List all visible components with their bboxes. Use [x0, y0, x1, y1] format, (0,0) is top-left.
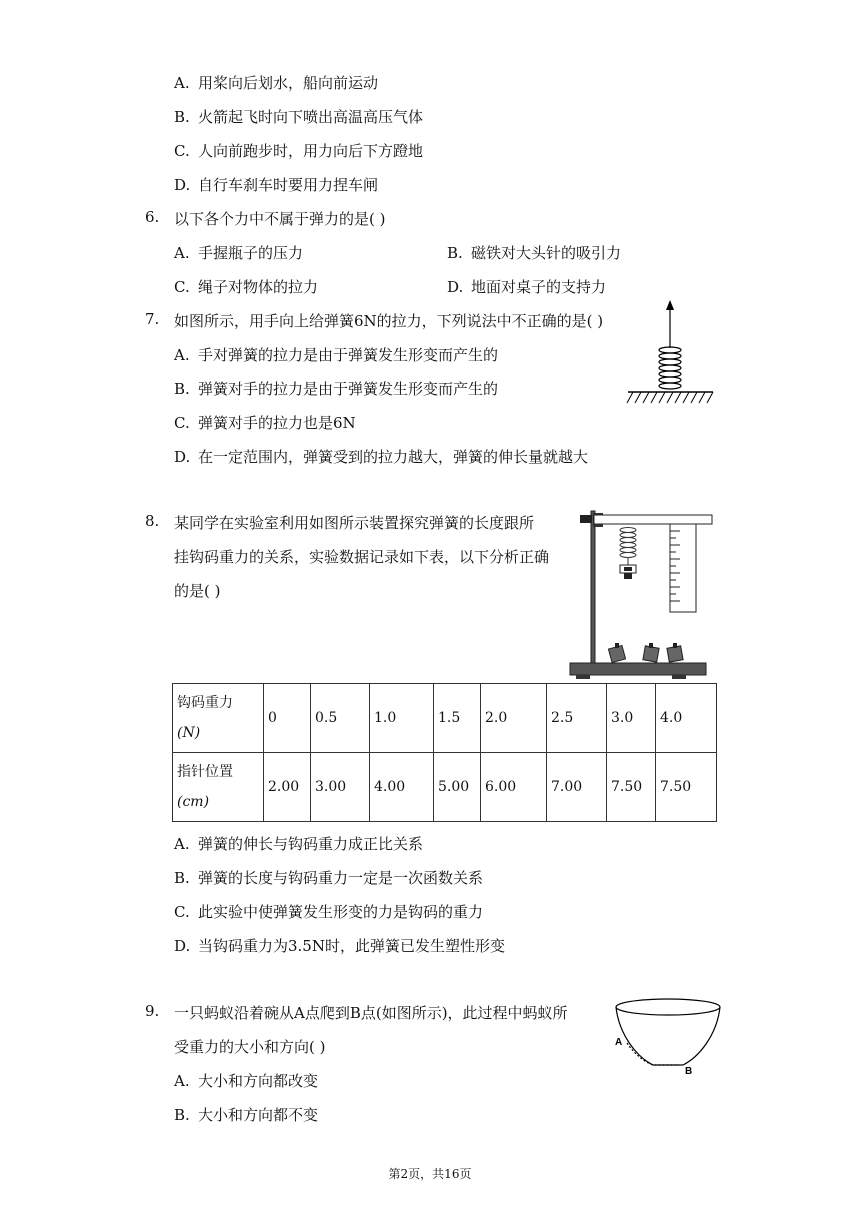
q8-stem-line-1: 某同学在实验室利用如图所示装置探究弹簧的长度跟所 [174, 514, 535, 532]
q7-option-a [174, 344, 498, 365]
q7-stem: 如图所示，用手向上给弹簧6N的拉力，下列说法中不正确的是( ) [174, 312, 604, 330]
question-number: 6. [145, 208, 160, 226]
table-cell: 2.00 [264, 753, 311, 822]
table-cell: 7.50 [656, 753, 717, 822]
bowl-figure [613, 995, 723, 1075]
table-header-cell [173, 684, 264, 753]
point-b-label: B [685, 1066, 693, 1075]
option-letter: C. [174, 142, 190, 160]
option-text: 火箭起飞时向下喷出高温高压气体 [198, 108, 424, 126]
option-letter: B. [174, 380, 190, 398]
q6-option-b [447, 242, 621, 263]
option-text: 弹簧的伸长与钩码重力成正比关系 [198, 835, 424, 853]
q5-option-a [174, 72, 378, 93]
option-text: 手握瓶子的压力 [198, 244, 304, 262]
option-text: 弹簧的长度与钩码重力一定是一次函数关系 [198, 869, 484, 887]
q6-stem: 以下各个力中不属于弹力的是( ) [174, 210, 386, 228]
option-text: 用桨向后划水，船向前运动 [198, 74, 379, 92]
table-cell: 7.50 [607, 753, 656, 822]
q9-option-a [174, 1070, 318, 1091]
option-letter: D. [174, 937, 191, 955]
page-footer: 第2页，共16页 [388, 1167, 472, 1181]
option-text: 弹簧对手的拉力是由于弹簧发生形变而产生的 [198, 380, 499, 398]
q8-option-b [174, 867, 483, 888]
option-letter: D. [447, 278, 464, 296]
q8-option-c [174, 901, 483, 922]
q6-option-c [174, 276, 318, 297]
question-number: 7. [145, 310, 160, 328]
table-cell: 4.00 [370, 753, 434, 822]
option-letter: A. [174, 346, 190, 364]
option-text: 地面对桌子的支持力 [471, 278, 607, 296]
q9-stem-line-2: 受重力的大小和方向( ) [174, 1038, 326, 1056]
option-text: 手对弹簧的拉力是由于弹簧发生形变而产生的 [198, 346, 499, 364]
question-number: 8. [145, 512, 160, 530]
table-cell: 5.00 [434, 753, 481, 822]
option-text: 绳子对物体的拉力 [198, 278, 319, 296]
option-text: 弹簧对手的拉力也是6N [198, 414, 356, 432]
option-text: 当钩码重力为3.5N时，此弹簧已发生塑性形变 [198, 937, 505, 955]
option-letter: B. [174, 869, 190, 887]
table-row [173, 753, 717, 822]
option-letter: D. [174, 448, 191, 466]
spring-stand-figure [566, 505, 716, 680]
q6-option-d [447, 276, 606, 297]
option-letter: D. [174, 176, 191, 194]
option-text: 人向前跑步时，用力向后下方蹬地 [198, 142, 424, 160]
q5-option-c [174, 140, 423, 161]
option-letter: A. [174, 74, 190, 92]
option-text: 自行车刹车时要用力捏车闸 [198, 176, 379, 194]
option-letter: B. [447, 244, 463, 262]
q8-stem-line-2: 挂钩码重力的关系，实验数据记录如下表，以下分析正确 [174, 548, 550, 566]
q7-option-c [174, 412, 356, 433]
spring-figure [625, 300, 715, 408]
option-letter: C. [174, 414, 190, 432]
table-cell: 4.0 [656, 684, 717, 753]
q9-stem-line-1: 一只蚂蚁沿着碗从A点爬到B点(如图所示)，此过程中蚂蚁所 [174, 1004, 568, 1022]
header-label: 指针位置 [177, 764, 233, 780]
point-a-label: A [615, 1037, 623, 1048]
option-letter: A. [174, 835, 190, 853]
q8-option-a [174, 833, 423, 854]
option-text: 磁铁对大头针的吸引力 [471, 244, 622, 262]
header-unit: (cm) [177, 794, 210, 810]
table-cell: 2.5 [547, 684, 607, 753]
option-text: 大小和方向都改变 [198, 1072, 319, 1090]
option-letter: C. [174, 903, 190, 921]
table-cell: 3.00 [311, 753, 370, 822]
question-number: 9. [145, 1002, 160, 1020]
q5-option-d [174, 174, 378, 195]
header-unit: (N) [177, 725, 201, 741]
q6-option-a [174, 242, 303, 263]
q8-stem-line-3: 的是( ) [174, 582, 221, 600]
q7-option-d [174, 446, 588, 467]
data-table [172, 683, 717, 822]
table-cell: 6.00 [481, 753, 547, 822]
q8-option-d [174, 935, 505, 956]
header-label: 钩码重力 [177, 695, 233, 711]
option-letter: A. [174, 1072, 190, 1090]
q9-option-b [174, 1104, 318, 1125]
table-cell: 0.5 [311, 684, 370, 753]
table-cell: 2.0 [481, 684, 547, 753]
option-letter: B. [174, 1106, 190, 1124]
option-text: 在一定范围内，弹簧受到的拉力越大，弹簧的伸长量就越大 [198, 448, 589, 466]
table-cell: 7.00 [547, 753, 607, 822]
option-letter: B. [174, 108, 190, 126]
option-letter: C. [174, 278, 190, 296]
table-header-cell [173, 753, 264, 822]
q7-option-b [174, 378, 498, 399]
table-row [173, 684, 717, 753]
table-cell: 1.0 [370, 684, 434, 753]
table-cell: 0 [264, 684, 311, 753]
table-cell: 3.0 [607, 684, 656, 753]
q5-option-b [174, 106, 423, 127]
option-text: 此实验中使弹簧发生形变的力是钩码的重力 [198, 903, 484, 921]
table-cell: 1.5 [434, 684, 481, 753]
option-text: 大小和方向都不变 [198, 1106, 319, 1124]
option-letter: A. [174, 244, 190, 262]
